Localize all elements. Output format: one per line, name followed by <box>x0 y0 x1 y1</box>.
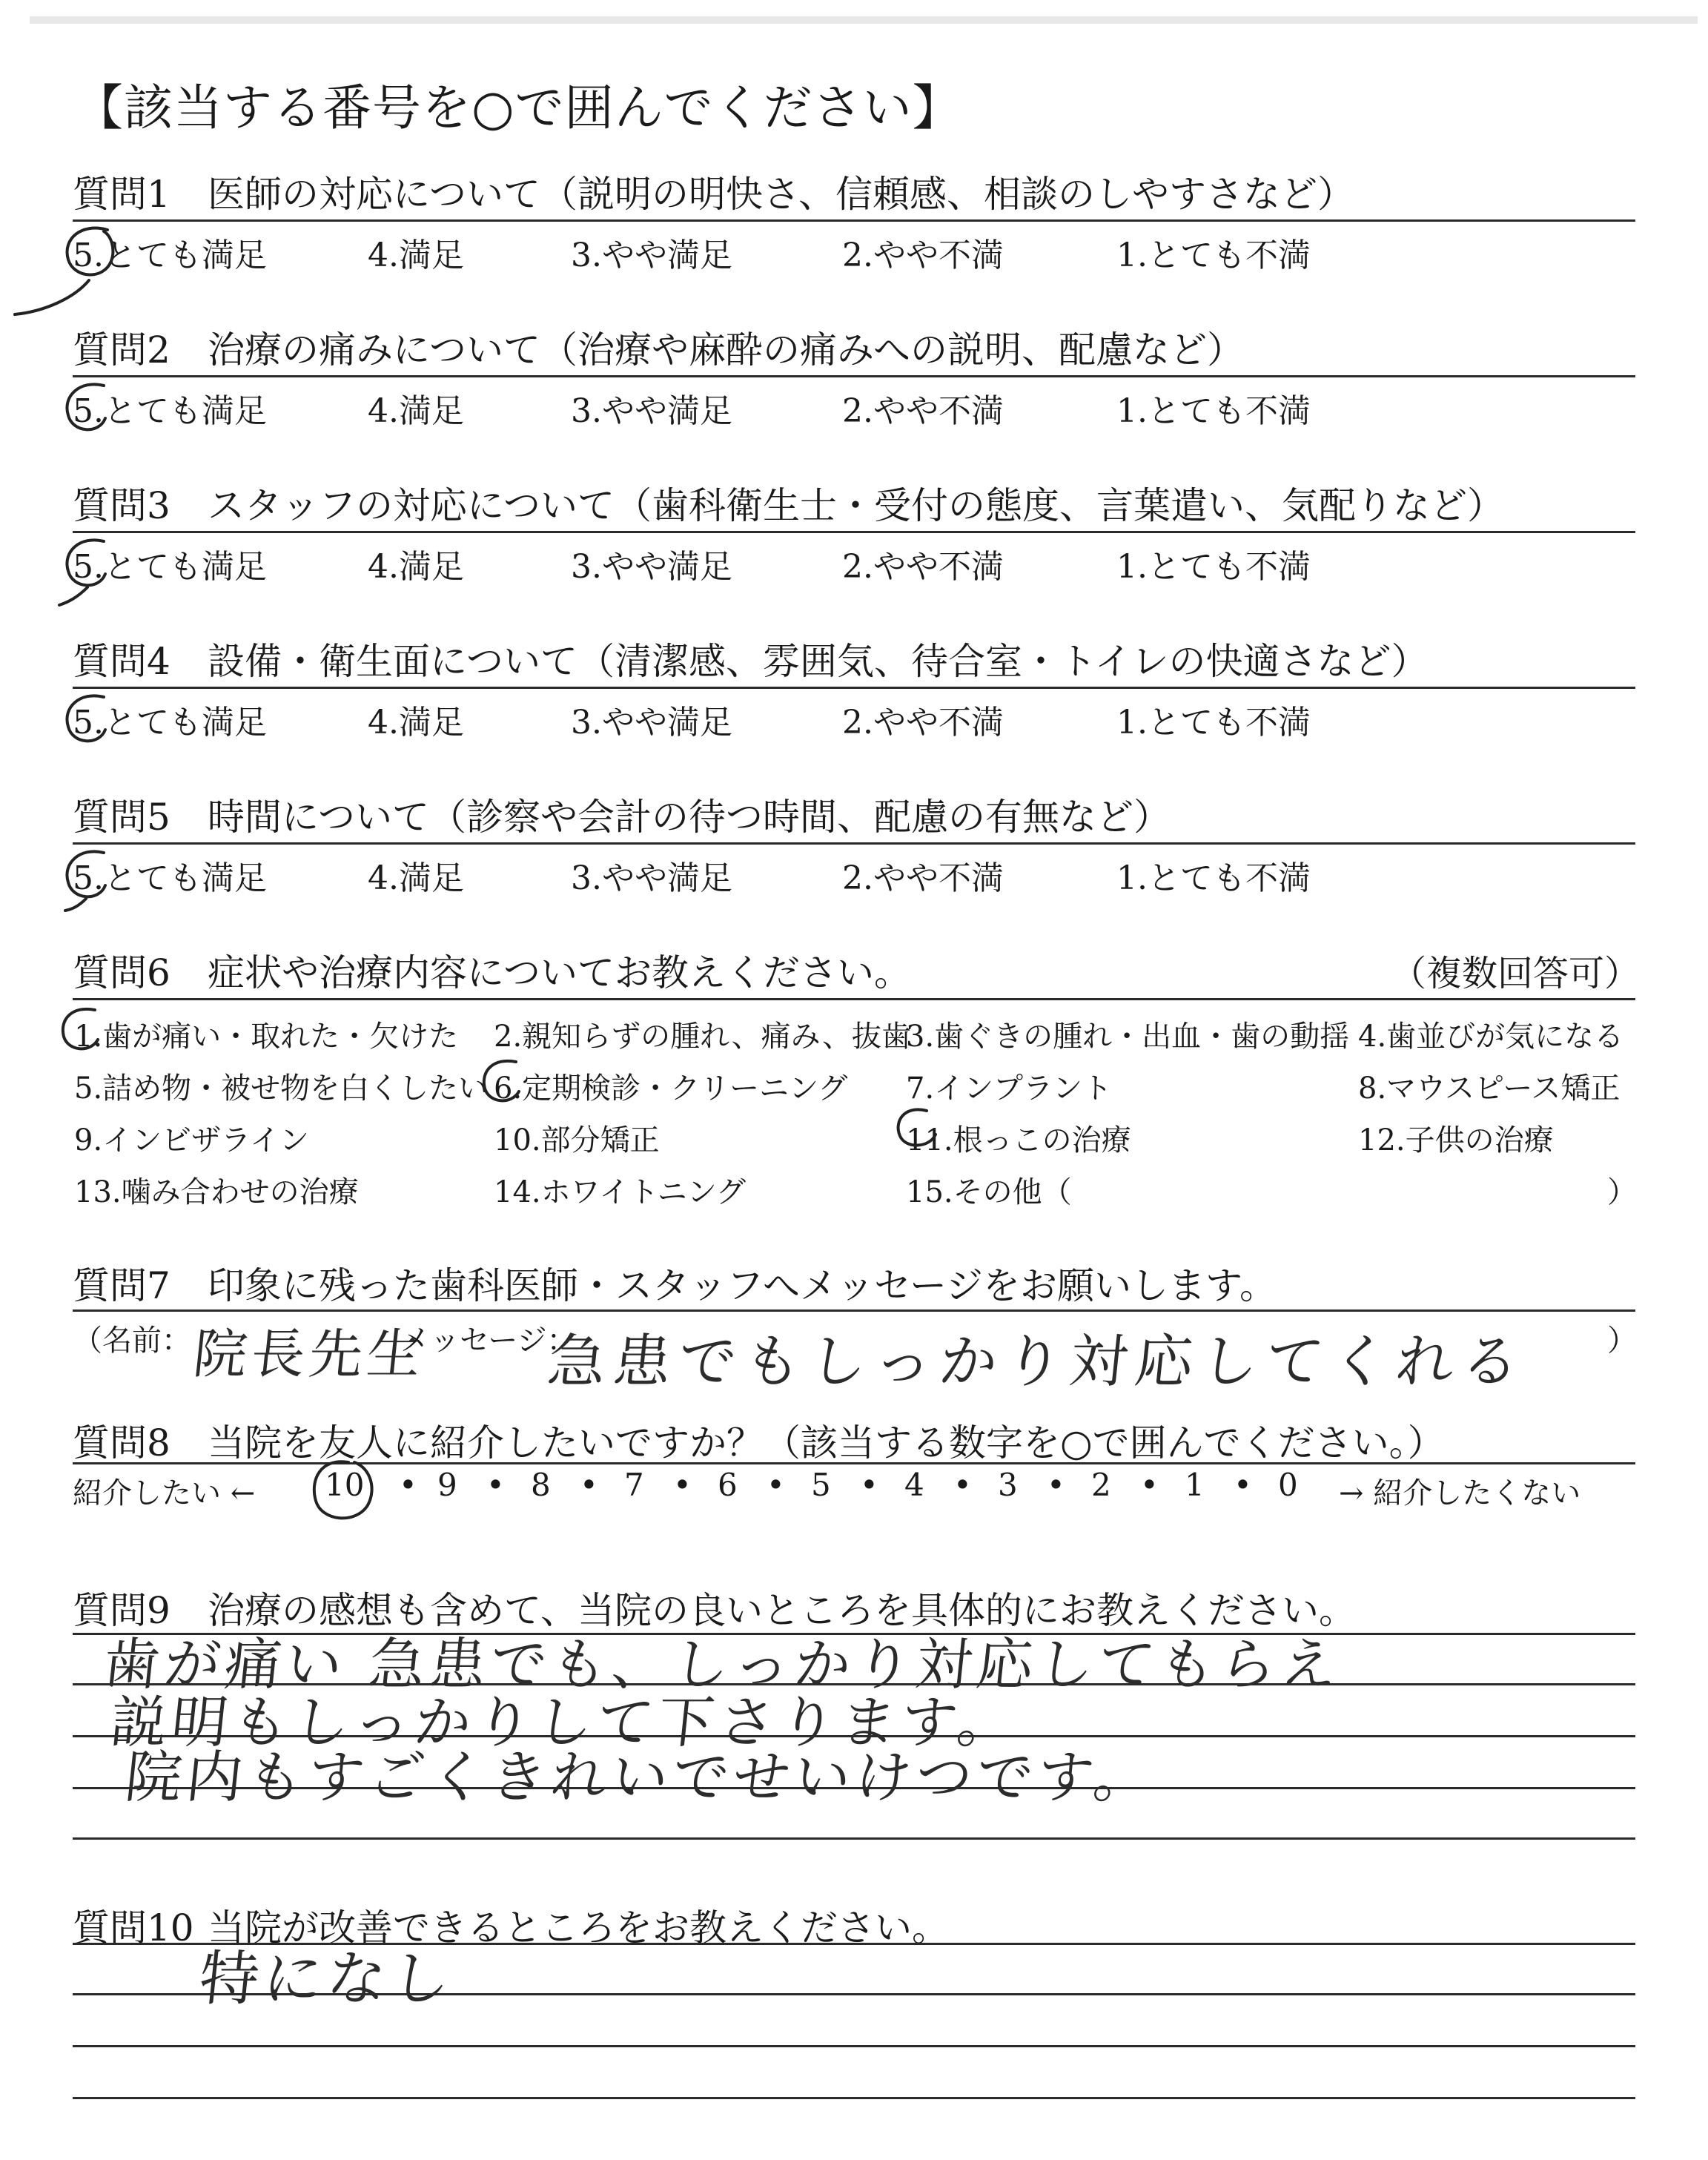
recommend-left-label: 紹介したい ← <box>73 1476 256 1510</box>
option-1[interactable]: 1.とても不満 <box>1116 237 1311 274</box>
rating-options-q1 <box>73 228 1635 273</box>
symptom-option-5[interactable]: 5.詰め物・被せ物を白くしたい <box>74 1071 489 1106</box>
option-4[interactable]: 4.満足 <box>368 548 464 586</box>
option-4[interactable]: 4.満足 <box>368 704 464 742</box>
option-5[interactable]: 5.とても満足 <box>73 704 267 742</box>
symptom-option-12[interactable]: 12.子供の治療 <box>1358 1123 1554 1157</box>
option-5[interactable]: 5.とても満足 <box>73 237 267 274</box>
scale-2[interactable]: 2 <box>1091 1467 1111 1503</box>
question-text: 当院を友人に紹介したいですか？（該当する数字を○で囲んでください。） <box>208 1421 1445 1464</box>
question-number: 質問5 <box>73 796 171 839</box>
other-close-paren: ） <box>1607 1175 1637 1209</box>
scale-dot: • <box>1234 1467 1252 1503</box>
question-number: 質問10 <box>73 1906 194 1949</box>
scale-dot: • <box>767 1467 785 1503</box>
rating-options-q5 <box>73 851 1635 896</box>
option-3[interactable]: 3.やや満足 <box>571 704 732 742</box>
option-3[interactable]: 3.やや満足 <box>571 392 732 430</box>
question-5 <box>73 787 1171 841</box>
scale-8[interactable]: 8 <box>531 1467 551 1503</box>
scale-4[interactable]: 4 <box>904 1467 924 1503</box>
option-4[interactable]: 4.満足 <box>368 859 464 897</box>
scale-dot: • <box>1047 1467 1065 1503</box>
question-3 <box>73 476 1504 529</box>
scale-dot: • <box>1140 1467 1159 1503</box>
divider <box>73 687 1635 689</box>
question-8 <box>73 1413 1445 1467</box>
symptom-option-4[interactable]: 4.歯並びが気になる <box>1358 1020 1624 1054</box>
divider <box>73 219 1635 222</box>
divider <box>73 531 1635 533</box>
scale-0[interactable]: 0 <box>1278 1467 1298 1503</box>
divider <box>73 998 1635 1000</box>
staff-name-handwritten[interactable]: 院長先生 <box>190 1323 428 1385</box>
scale-dot: • <box>860 1467 878 1503</box>
symptom-option-7[interactable]: 7.インプラント <box>906 1071 1113 1106</box>
divider <box>73 375 1635 377</box>
question-1 <box>73 165 1354 218</box>
option-3[interactable]: 3.やや満足 <box>571 859 732 897</box>
question-number: 質問1 <box>73 173 171 216</box>
option-3[interactable]: 3.やや満足 <box>571 548 732 586</box>
scale-5[interactable]: 5 <box>811 1467 831 1503</box>
question-text: 印象に残った歯科医師・スタッフへメッセージをお願いします。 <box>208 1264 1277 1307</box>
scale-dot: • <box>399 1467 417 1503</box>
option-5[interactable]: 5.とても満足 <box>73 859 267 897</box>
message-close-paren: ） <box>1607 1324 1637 1358</box>
question-text: 設備・衛生面について（清潔感、雰囲気、待合室・トイレの快適さなど） <box>208 640 1429 683</box>
scale-dot: • <box>486 1467 505 1503</box>
name-label: （名前： <box>73 1324 191 1358</box>
question-text: 医師の対応について（説明の明快さ、信頼感、相談のしやすさなど） <box>208 173 1354 216</box>
scale-1[interactable]: 1 <box>1185 1467 1205 1503</box>
question-number: 質問3 <box>73 484 171 527</box>
question-text: 当院が改善できるところをお教えください。 <box>208 1906 949 1949</box>
message-label: メッセージ： <box>400 1324 577 1358</box>
symptom-option-11[interactable]: 11.根っこの治療 <box>906 1123 1131 1157</box>
option-2[interactable]: 2.やや不満 <box>842 392 1004 430</box>
question-number: 質問6 <box>73 951 171 994</box>
rating-options-q4 <box>73 696 1635 740</box>
recommend-right-label: → 紹介したくない <box>1339 1476 1581 1510</box>
scale-dot: • <box>580 1467 598 1503</box>
scale-7[interactable]: 7 <box>624 1467 644 1503</box>
symptom-option-3[interactable]: 3.歯ぐきの腫れ・出血・歯の動揺 <box>906 1020 1350 1054</box>
option-2[interactable]: 2.やや不満 <box>842 704 1004 742</box>
q10-answer-line-1[interactable]: 特になし <box>196 1944 459 2013</box>
question-number: 質問9 <box>73 1589 171 1632</box>
option-1[interactable]: 1.とても不満 <box>1116 704 1311 742</box>
option-2[interactable]: 2.やや不満 <box>842 237 1004 274</box>
question-text: 症状や治療内容についてお教えください。 <box>208 951 911 994</box>
option-2[interactable]: 2.やや不満 <box>842 548 1004 586</box>
message-handwritten[interactable]: 急患でもしっかり対応してくれる <box>544 1329 1531 1396</box>
symptom-option-13[interactable]: 13.噛み合わせの治療 <box>74 1175 359 1209</box>
option-2[interactable]: 2.やや不満 <box>842 859 1004 897</box>
question-number: 質問2 <box>73 328 171 371</box>
q9-answer-line-3[interactable]: 院内もすごくきれいでせいけつです。 <box>122 1744 1158 1810</box>
symptom-option-10[interactable]: 10.部分矯正 <box>494 1123 660 1157</box>
question-4 <box>73 632 1429 685</box>
divider <box>73 1462 1635 1464</box>
question-text: スタッフの対応について（歯科衛生士・受付の態度、言葉遣い、気配りなど） <box>208 484 1504 527</box>
question-text: 治療の感想も含めて、当院の良いところを具体的にお教えください。 <box>208 1589 1356 1632</box>
option-3[interactable]: 3.やや満足 <box>571 237 732 274</box>
multiple-answers-note: （複数回答可） <box>1390 953 1640 994</box>
option-5[interactable]: 5.とても満足 <box>73 548 267 586</box>
rating-options-q2 <box>73 384 1635 429</box>
option-1[interactable]: 1.とても不満 <box>1116 859 1311 897</box>
symptom-option-14[interactable]: 14.ホワイトニング <box>494 1175 747 1209</box>
option-4[interactable]: 4.満足 <box>368 392 464 430</box>
scale-dot: • <box>953 1467 972 1503</box>
symptom-option-2[interactable]: 2.親知らずの腫れ、痛み、抜歯 <box>494 1020 911 1054</box>
q9-answer-line-2[interactable]: 説明もしっかりして下さります。 <box>107 1689 1022 1755</box>
question-text: 治療の痛みについて（治療や麻酔の痛みへの説明、配慮など） <box>208 328 1244 371</box>
option-4[interactable]: 4.満足 <box>368 237 464 274</box>
question-text: 時間について（診察や会計の待つ時間、配慮の有無など） <box>208 796 1171 839</box>
symptom-option-1[interactable]: 1.歯が痛い・取れた・欠けた <box>74 1020 459 1054</box>
question-number: 質問4 <box>73 640 171 683</box>
symptom-option-9[interactable]: 9.インビザライン <box>74 1123 309 1157</box>
scale-9[interactable]: 9 <box>437 1467 457 1503</box>
answer-line <box>73 2045 1635 2047</box>
question-number: 質問8 <box>73 1421 171 1464</box>
scale-6[interactable]: 6 <box>718 1467 738 1503</box>
question-2 <box>73 320 1244 374</box>
answer-line <box>73 2097 1635 2099</box>
scale-10[interactable]: 10 <box>325 1467 365 1503</box>
scan-top-edge <box>30 16 1698 24</box>
q9-answer-line-1[interactable]: 歯が痛い 急患でも、しっかり対応してもらえ <box>99 1631 1345 1697</box>
symptom-option-8[interactable]: 8.マウスピース矯正 <box>1358 1071 1621 1106</box>
divider <box>73 842 1635 845</box>
page-title: 【該当する番号を○で囲んでください】 <box>74 79 962 136</box>
scale-3[interactable]: 3 <box>998 1467 1018 1503</box>
option-1[interactable]: 1.とても不満 <box>1116 392 1311 430</box>
option-5[interactable]: 5.とても満足 <box>73 392 267 430</box>
question-6 <box>73 943 911 997</box>
scale-dot: • <box>673 1467 692 1503</box>
rating-options-q3 <box>73 540 1635 584</box>
question-7 <box>73 1256 1277 1309</box>
option-1[interactable]: 1.とても不満 <box>1116 548 1311 586</box>
answer-line <box>73 1837 1635 1840</box>
symptom-option-15[interactable]: 15.その他（ <box>906 1175 1072 1209</box>
symptom-option-6[interactable]: 6.定期検診・クリーニング <box>494 1071 848 1106</box>
question-number: 質問7 <box>73 1264 171 1307</box>
